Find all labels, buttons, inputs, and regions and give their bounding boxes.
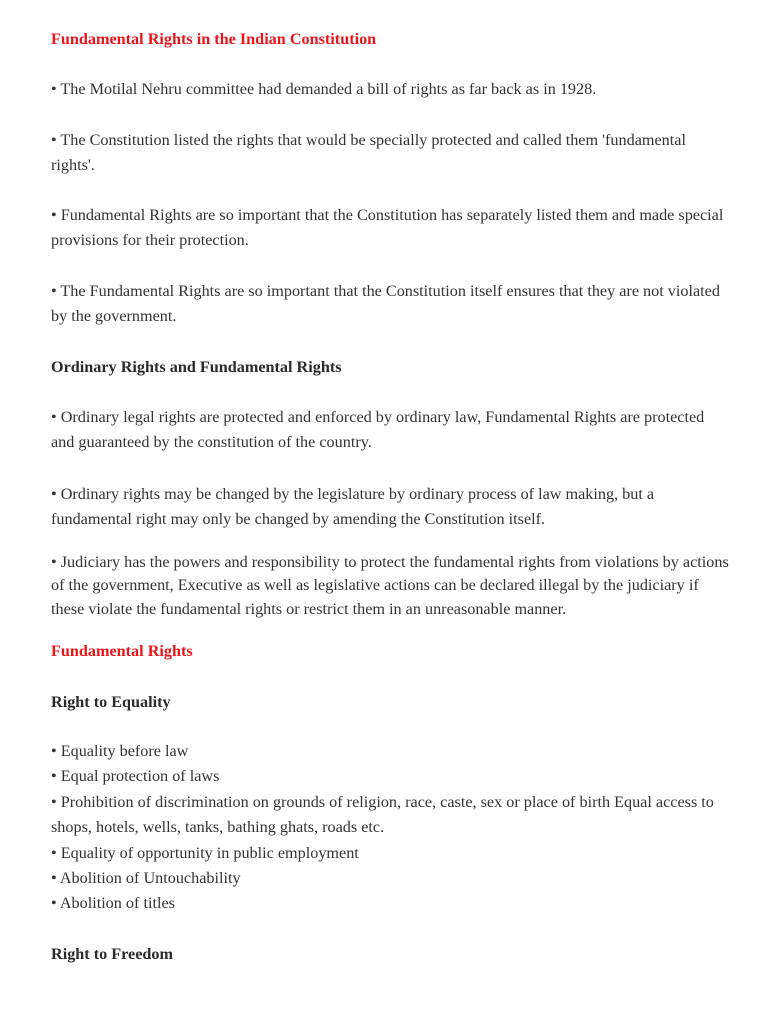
intro-point-2: • The Constitution listed the rights that would be specially protected and called them 'fundamental rights'. <box>51 131 686 174</box>
intro-point-4: • The Fundamental Rights are so important that the Constitution itself ensures that they are not violated by the government. <box>51 282 720 325</box>
list-item: • Equality before law <box>51 742 189 760</box>
ordinary-point-2: • Ordinary rights may be changed by the legislature by ordinary process of law making, but a fundamental right may only be changed by amending the Constitution itself. <box>51 485 655 528</box>
right-to-equality-heading: Right to Equality <box>51 693 171 711</box>
list-item: • Abolition of Untouchability <box>51 869 241 888</box>
ordinary-point-3: • Judiciary has the powers and responsibility to protect the fundamental rights from violations by actions of the government, Executive as well as legislative actions can be declared illegal by the judiciary if these violate the fundamental rights or restrict them in an unreasonable manner. <box>51 553 729 618</box>
fundamental-rights-heading: Fundamental Rights <box>51 642 193 660</box>
ordinary-rights-heading: Ordinary Rights and Fundamental Rights <box>51 358 342 376</box>
page-title: Fundamental Rights in the Indian Constitution <box>51 30 377 48</box>
list-item: • Equal protection of laws <box>51 767 220 786</box>
equality-list <box>51 739 731 917</box>
list-item: • Prohibition of discrimination on grounds of religion, race, caste, sex or place of birth Equal access to shops, hotels, wells, tanks, bathing ghats, roads etc. <box>51 792 714 837</box>
right-to-freedom-heading: Right to Freedom <box>51 945 173 963</box>
ordinary-point-1: • Ordinary legal rights are protected and enforced by ordinary law, Fundamental Rights are protected and guaranteed by the constitution of the country. <box>51 408 705 451</box>
list-item: • Abolition of titles <box>51 894 175 913</box>
list-item: • Equality of opportunity in public employment <box>51 843 359 862</box>
intro-point-1: • The Motilal Nehru committee had demanded a bill of rights as far back as in 1928. <box>51 80 597 98</box>
intro-point-3: • Fundamental Rights are so important that the Constitution has separately listed them and made special provisions for their protection. <box>51 206 724 249</box>
